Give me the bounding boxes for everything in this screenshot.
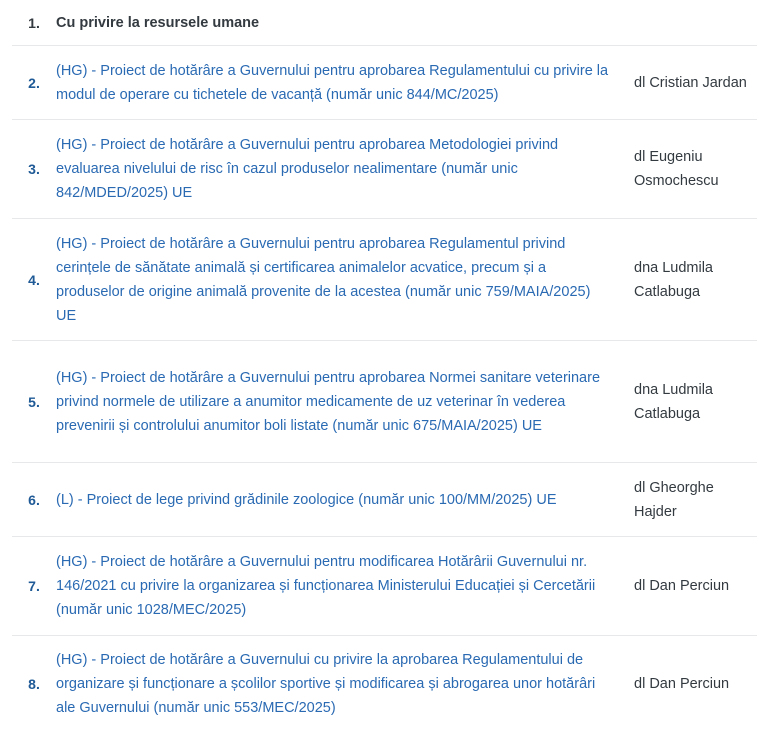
agenda-table [12, 0, 757, 732]
item-title-link[interactable]: (HG) - Proiect de hotărâre a Guvernului pentru aprobarea Normei sanitare veterinare privind normele de utilizare a anumitor medicamente de uz veterinar în vederea prevenirii și controlului anumitor boli listate (număr unic 675/MAIA/2025) UE [56, 369, 601, 434]
item-number: 6. [28, 491, 40, 508]
item-title-link[interactable]: (HG) - Proiect de hotărâre a Guvernului pentru aprobarea Metodologiei privind evaluarea nivelului de risc în cazul produselor nealimentare (număr unic 842/MDED/2025) UE [56, 137, 559, 201]
agenda-row-1 [12, 0, 757, 46]
item-title-link[interactable]: (HG) - Proiect de hotărâre a Guvernului pentru modificarea Hotărârii Guvernului nr. 146/2021 cu privire la organizarea și funcționarea Ministerului Educației și Cercetării (număr unic 1028/MEC/2025) [56, 554, 596, 618]
agenda-row-7 [12, 537, 757, 636]
item-number: 3. [28, 161, 40, 177]
item-responsible: dl Dan Perciun [634, 676, 730, 692]
agenda-row-2 [12, 46, 757, 120]
agenda-row-8 [12, 636, 757, 732]
item-responsible: dl Dan Perciun [634, 578, 730, 594]
section-heading: Cu privire la resursele umane [56, 14, 260, 31]
item-responsible: dl Eugeniu Osmochescu [634, 149, 719, 189]
agenda-row-6 [12, 463, 757, 537]
item-title-link[interactable]: (HG) - Proiect de hotărâre a Guvernului cu privire la aprobarea Regulamentului de organizare și funcționare a școlilor sportive și modificarea și abrogarea unor hotărâri ale Guvernului (număr unic 553/MEC/2025) [56, 652, 596, 716]
agenda-row-5 [12, 341, 757, 463]
item-number: 5. [28, 393, 40, 410]
agenda-row-3 [12, 120, 757, 219]
item-number: 1. [28, 14, 40, 31]
item-responsible: dl Gheorghe Hajder [634, 479, 714, 520]
item-responsible: dna Ludmila Catlabuga [634, 381, 713, 422]
item-number: 2. [28, 74, 40, 91]
item-responsible: dl Cristian Jardan [634, 74, 747, 91]
agenda-row-4 [12, 219, 757, 341]
item-number: 7. [28, 578, 40, 594]
item-number: 8. [28, 676, 40, 692]
item-title-link[interactable]: (L) - Proiect de lege privind grădinile zoologice (număr unic 100/MM/2025) UE [56, 491, 557, 508]
item-number: 4. [28, 271, 40, 288]
item-title-link[interactable]: (HG) - Proiect de hotărâre a Guvernului pentru aprobarea Regulamentului cu privire la modul de operare cu tichetele de vacanță (număr unic 844/MC/2025) [56, 62, 609, 103]
item-responsible: dna Ludmila Catlabuga [634, 259, 713, 300]
item-title-link[interactable]: (HG) - Proiect de hotărâre a Guvernului pentru aprobarea Regulamentul privind cerințele de sănătate animală și certificarea animalelor acvatice, precum și a produselor de origine animală provenite de la acestea (număr unic 759/MAIA/2025) UE [56, 235, 591, 324]
